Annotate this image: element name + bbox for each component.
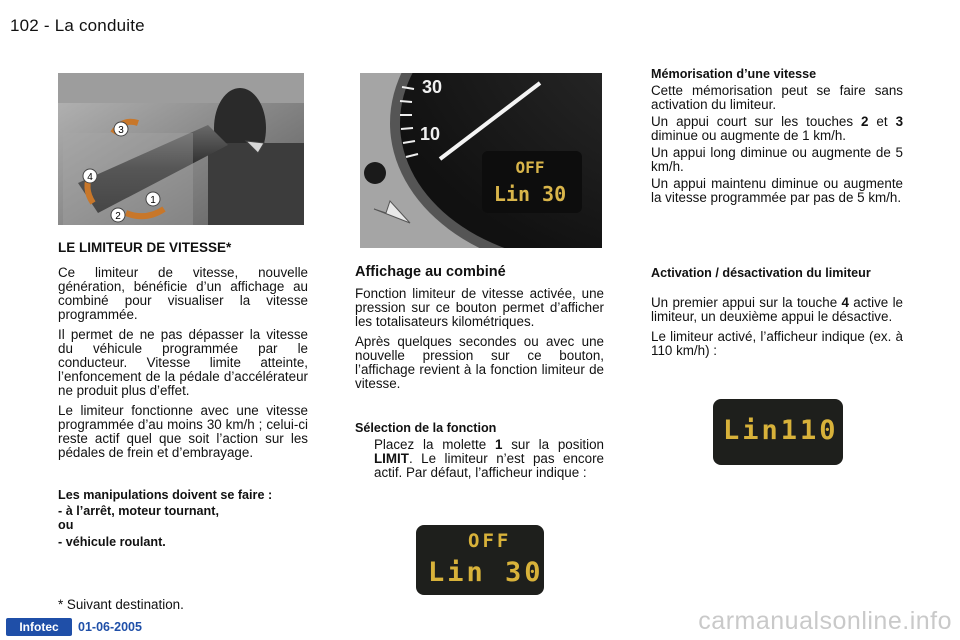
infotec-badge: Infotec <box>6 618 72 636</box>
activation-body <box>651 296 903 364</box>
left-body <box>58 266 308 466</box>
memo-key-2: 2 <box>861 114 869 129</box>
left-para-1: Ce limiteur de vitesse, nouvelle génération, bénéficie d’un affichage au combiné pour visualiser la vitesse programmée. <box>58 265 308 322</box>
memo-para-2-e: diminue ou augmente de 1 km/h. <box>651 128 847 143</box>
memo-para-3: Un appui long diminue ou augmente de 5 km/h. <box>651 145 903 174</box>
cluster-lcd-line1: OFF <box>515 158 545 177</box>
manip-item-2: - véhicule roulant. <box>58 535 166 549</box>
activation-key-4: 4 <box>841 295 849 310</box>
stalk-label-4: 4 <box>87 172 93 183</box>
selection-text-1: Placez la molette <box>374 437 495 452</box>
stalk-label-2: 2 <box>115 211 121 222</box>
dial-label-10: 10 <box>420 124 441 144</box>
cluster-lcd-line2: Lin 30 <box>493 182 567 206</box>
memo-para-2 <box>651 115 903 143</box>
memo-para-2-c: et <box>868 114 896 129</box>
selection-title: Sélection de la fonction <box>355 421 497 435</box>
stalk-photo <box>58 73 304 225</box>
memo-para-1: Cette mémorisation peut se faire sans activation du limiteur. <box>651 83 903 112</box>
display-title: Affichage au combiné <box>355 264 506 280</box>
memo-key-3: 3 <box>895 114 904 129</box>
activation-para-1-c: active le limiteur, un deuxième appui le désactive. <box>651 295 903 324</box>
memo-para-2-a: Un appui court sur les touches <box>651 114 862 129</box>
activation-para-1-a: Un premier appui sur la touche <box>651 295 842 310</box>
page-number: 102 <box>10 16 39 35</box>
middle-para-2: Après quelques secondes ou avec une nouvelle pression sur ce bouton, l’affichage revient à la fonction limiteur de vitesse. <box>355 334 604 391</box>
middle-body <box>355 287 604 397</box>
watermark-site: carmanualsonline.info <box>698 607 952 635</box>
memo-para-4: Un appui maintenu diminue ou augmente la vitesse programmée par pas de 5 km/h. <box>651 176 903 205</box>
activation-para-1 <box>651 296 903 324</box>
selection-bold-2: LIMIT <box>374 451 409 466</box>
activation-title: Activation / désactivation du limiteur <box>651 266 871 280</box>
cluster-illustration <box>360 73 602 248</box>
memo-body <box>651 84 903 208</box>
lcd-off-line2: Lin 30 <box>428 557 544 588</box>
manip-title: Les manipulations doivent se faire : <box>58 488 273 502</box>
manip-or: ou <box>58 518 74 532</box>
selection-text <box>374 438 604 480</box>
left-para-3: Le limiteur fonctionne avec une vitesse programmée d’au moins 30 km/h ; celui-ci reste actif quel que soit l’action sur les pédales de frein et d’embrayage. <box>58 403 308 460</box>
footnote: * Suivant destination. <box>58 597 184 612</box>
limiter-title: LE LIMITEUR DE VITESSE* <box>58 240 232 255</box>
activation-para-2: Le limiteur activé, l’afficheur indique (ex. à 110 km/h) : <box>651 329 903 358</box>
lcd-off-line1: OFF <box>468 530 512 552</box>
manip-item-1: - à l’arrêt, moteur tournant, <box>58 504 219 518</box>
lcd-display-off <box>416 525 544 595</box>
stalk-label-3: 3 <box>118 125 124 136</box>
cluster-photo <box>360 73 602 248</box>
memo-title: Mémorisation d’une vitesse <box>651 67 817 81</box>
stalk-illustration <box>58 73 304 225</box>
middle-para-1: Fonction limiteur de vitesse activée, une pression sur ce bouton permet d’afficher les totalisateurs kilométriques. <box>355 286 604 329</box>
header-separator: - <box>43 16 50 35</box>
left-para-2: Il permet de ne pas dépasser la vitesse du véhicule programmée par le conducteur. Vitesse limite atteinte, l’enfoncement de la pédale d’accélérateur ne produit plus d’effet. <box>58 327 308 398</box>
selection-text-2: sur la position <box>502 437 605 452</box>
lcd-110-line1: Lin110 <box>723 415 839 446</box>
footer-date: 01-06-2005 <box>78 620 142 634</box>
lcd-display-110 <box>713 399 843 465</box>
page-header <box>10 16 145 36</box>
stalk-label-1: 1 <box>150 195 156 206</box>
section-title: La conduite <box>54 16 145 35</box>
dial-label-30: 30 <box>422 77 443 97</box>
selection-bold-1: 1 <box>494 437 503 452</box>
selection-text-3: . Le limiteur n’est pas encore actif. Par défaut, l’afficheur indique : <box>374 451 604 480</box>
